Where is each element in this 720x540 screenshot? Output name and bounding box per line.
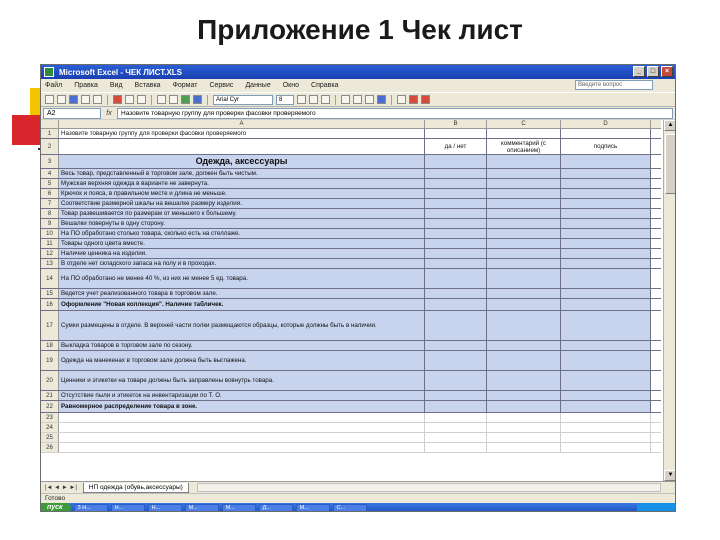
menu-edit[interactable]: Правка [74,82,98,89]
cell-a[interactable]: Мужская верхняя одежда в варианте не завернута. [59,179,425,188]
cell-c[interactable] [487,391,561,400]
row-header[interactable]: 3 [41,155,59,168]
scroll-up-arrow-icon[interactable]: ▲ [664,120,676,131]
menu-bar [41,79,675,92]
table-row [41,129,661,139]
table-row [41,401,661,413]
status-bar: Готово [41,493,676,503]
cell-c[interactable] [487,413,561,422]
row-header[interactable]: 23 [41,413,59,422]
open-folder-icon[interactable] [57,95,66,104]
cell-d[interactable] [561,209,651,218]
cell-c[interactable] [487,401,561,412]
row-header[interactable]: 6 [41,189,59,198]
cell-b[interactable] [425,259,487,268]
cell-d[interactable] [561,219,651,228]
menu-insert[interactable]: Вставка [134,82,161,89]
cell-b[interactable] [425,239,487,248]
table-row [41,199,661,209]
row-header[interactable]: 15 [41,289,59,298]
cell-a[interactable]: Ведется учет реализованного товара в торговом зале. [59,289,425,298]
cell-a[interactable]: Ценники и этикетки на товаре должны быть заправлены вовнутрь товара. [59,371,425,390]
cell-b[interactable] [425,179,487,188]
help-search-input[interactable]: Введите вопрос [575,80,653,90]
windows-taskbar [41,503,676,512]
cell-c[interactable] [487,155,561,168]
column-headers [41,120,661,129]
cell-b[interactable] [425,391,487,400]
table-row [41,423,661,433]
cell-d[interactable] [561,443,651,452]
cell-c[interactable] [487,219,561,228]
undo-icon[interactable] [157,95,166,104]
column-header-b[interactable]: B [425,120,487,128]
cell-c[interactable] [487,209,561,218]
save-icon[interactable] [69,95,78,104]
cell-d[interactable] [561,249,651,258]
menu-data[interactable]: Данные [245,82,271,89]
cell-a[interactable]: Выкладка товаров в торговом зале по сезону. [59,341,425,350]
cell-c[interactable] [487,179,561,188]
menu-format[interactable]: Формат [172,82,198,89]
row-header[interactable]: 18 [41,341,59,350]
cell-a[interactable]: Вешалки повернуты в одну сторону. [59,219,425,228]
cell-c[interactable] [487,289,561,298]
function-icon[interactable]: fx [106,109,112,117]
excel-app-icon [44,67,54,77]
cell-d[interactable] [561,401,651,412]
cell-b[interactable] [425,341,487,350]
align-right-icon[interactable] [365,95,374,104]
cell-a[interactable]: Крючок и пояса, в правильном месте и длина не меньше. [59,189,425,198]
cell-d[interactable] [561,189,651,198]
taskbar-app[interactable]: М... [222,504,256,512]
cell-b[interactable] [425,169,487,178]
table-row [41,229,661,239]
cell-d[interactable] [561,239,651,248]
cell-d[interactable] [561,289,651,298]
cell-a[interactable]: Одежда на манекенах в торговом зале должна быть выглажена. [59,351,425,370]
sheet-tab-bar [41,481,676,493]
cell-c[interactable] [487,351,561,370]
cell-a[interactable]: Равномерное распределение товара в зоне. [59,401,425,412]
row-header[interactable]: 2 [41,139,59,154]
new-file-icon[interactable] [45,95,54,104]
cell-c[interactable] [487,341,561,350]
cell-a[interactable]: Наличие ценника на изделии. [59,249,425,258]
cell-d[interactable] [561,155,651,168]
cell-c[interactable] [487,239,561,248]
excel-window [40,64,676,512]
taskbar-app[interactable]: 3 Н... [74,504,108,512]
column-header-c[interactable]: C [487,120,561,128]
table-row [41,311,661,341]
cell-c[interactable] [487,129,561,138]
row-header[interactable]: 13 [41,259,59,268]
cell-b[interactable] [425,155,487,168]
cell-b[interactable] [425,443,487,452]
cell-b[interactable] [425,219,487,228]
scroll-thumb[interactable] [665,134,676,194]
table-row [41,391,661,401]
cell-b[interactable] [425,249,487,258]
worksheet-grid [41,120,676,481]
cell-b[interactable] [425,351,487,370]
cell-b[interactable] [425,371,487,390]
cell-d[interactable] [561,299,651,310]
redo-icon[interactable] [169,95,178,104]
cell-b[interactable] [425,433,487,442]
row-header[interactable]: 10 [41,229,59,238]
table-row [41,249,661,259]
row-header[interactable]: 22 [41,401,59,412]
cell-d[interactable] [561,351,651,370]
cell-a[interactable] [59,433,425,442]
cell-d[interactable]: подпись [561,139,651,154]
cut-icon[interactable] [113,95,122,104]
row-header[interactable]: 1 [41,129,59,138]
table-row [41,169,661,179]
row-header[interactable]: 20 [41,371,59,390]
table-row [41,179,661,189]
cell-b[interactable] [425,299,487,310]
sheet-nav-arrows[interactable]: |◄ ◄ ► ►| [45,484,77,491]
merge-cells-icon[interactable] [377,95,386,104]
print-preview-icon[interactable] [93,95,102,104]
cell-c[interactable] [487,443,561,452]
window-titlebar[interactable] [41,65,675,79]
cell-c[interactable] [487,269,561,288]
minimize-button[interactable]: _ [633,66,645,77]
bold-icon[interactable] [297,95,306,104]
font-size-select[interactable]: 8 [276,95,294,105]
standard-toolbar [41,92,675,106]
formula-bar [41,106,675,119]
table-row [41,413,661,423]
cell-a[interactable]: Товар развешивается по размерам от меньшего к большему. [59,209,425,218]
autosum-icon[interactable] [181,95,190,104]
row-header[interactable]: 24 [41,423,59,432]
table-row [41,351,661,371]
row-header[interactable]: 25 [41,433,59,442]
row-header[interactable]: 11 [41,239,59,248]
table-row [41,189,661,199]
cell-d[interactable] [561,423,651,432]
name-box[interactable]: A2 [43,108,101,119]
italic-icon[interactable] [309,95,318,104]
cell-a[interactable]: На ПО обработано столько товара, сколько есть на стеллаже. [59,229,425,238]
cell-c[interactable] [487,371,561,390]
cell-d[interactable] [561,129,651,138]
table-row [41,371,661,391]
row-header[interactable]: 21 [41,391,59,400]
cell-a[interactable]: Весь товар, представленный в торговом зале, должен быть чистым. [59,169,425,178]
cell-a[interactable]: Отсутствие пыли и этикеток на инвентаризации по Т. О. [59,391,425,400]
font-name-select[interactable]: Arial Cyr [213,95,273,105]
select-all-corner[interactable] [41,120,59,128]
close-button[interactable]: × [661,66,673,77]
cell-d[interactable] [561,179,651,188]
table-row [41,209,661,219]
cell-d[interactable] [561,269,651,288]
slide-title: Приложение 1 Чек лист [197,14,523,45]
cell-d[interactable] [561,391,651,400]
cell-c[interactable] [487,169,561,178]
table-row [41,155,661,169]
menu-view[interactable]: Вид [109,82,123,89]
cell-b[interactable] [425,413,487,422]
row-header[interactable]: 4 [41,169,59,178]
cell-a[interactable]: Оформление "Новая коллекция". Наличие табличек. [59,299,425,310]
copy-icon[interactable] [125,95,134,104]
cell-a[interactable]: Одежда, аксессуары [59,155,425,168]
cell-b[interactable] [425,311,487,340]
cell-c[interactable] [487,423,561,432]
row-header[interactable]: 14 [41,269,59,288]
borders-icon[interactable] [397,95,406,104]
row-header[interactable]: 16 [41,299,59,310]
menu-window[interactable]: Окно [282,82,300,89]
table-row [41,341,661,351]
cell-b[interactable] [425,129,487,138]
cell-a[interactable]: На ПО обработано не менее 40 %, из них не менее 5 ед. товара. [59,269,425,288]
chart-wizard-icon[interactable] [193,95,202,104]
cell-d[interactable] [561,169,651,178]
row-header[interactable]: 8 [41,209,59,218]
cell-a[interactable]: Назовите товарную группу для проверки фасовки проверяемого [59,129,425,138]
cell-c[interactable] [487,433,561,442]
cell-d[interactable] [561,259,651,268]
taskbar-app[interactable]: Н... [148,504,182,512]
row-header[interactable]: 26 [41,443,59,452]
cell-c[interactable] [487,311,561,340]
row-header[interactable]: 5 [41,179,59,188]
cell-a[interactable]: В отделе нет складского запаса на полу и в проходах. [59,259,425,268]
taskbar-app[interactable]: Н... [111,504,145,512]
start-button[interactable]: пуск [41,503,71,512]
cell-d[interactable] [561,433,651,442]
underline-icon[interactable] [321,95,330,104]
cell-a[interactable] [59,443,425,452]
table-row [41,433,661,443]
table-row [41,269,661,289]
cell-a[interactable]: Соответствие размерной шкалы на вешалке размеру изделия. [59,199,425,208]
decor-red-block [12,115,40,145]
system-tray [637,503,676,512]
cell-c[interactable] [487,259,561,268]
row-header[interactable]: 19 [41,351,59,370]
table-row [41,139,661,155]
sheet-tab-active[interactable]: НП одежда (обувь,аксессуары) [83,483,189,493]
taskbar-app[interactable]: М... [296,504,330,512]
vertical-scrollbar[interactable] [663,120,676,481]
window-title: Microsoft Excel - ЧЕК ЛИСТ.XLS [59,67,183,77]
cell-c[interactable] [487,299,561,310]
row-header[interactable]: 17 [41,311,59,340]
align-center-icon[interactable] [353,95,362,104]
cell-b[interactable] [425,401,487,412]
cell-a[interactable] [59,423,425,432]
menu-help[interactable]: Справка [311,82,339,89]
print-icon[interactable] [81,95,90,104]
taskbar-app[interactable]: С... [333,504,367,512]
cell-d[interactable] [561,229,651,238]
table-row [41,443,661,453]
cell-a[interactable]: Сумки размещены в отделе. В верхней части полки размещаются образцы, которые должны быть в наличии. [59,311,425,340]
horizontal-scrollbar[interactable] [197,483,661,492]
font-color-icon[interactable] [421,95,430,104]
cell-b[interactable]: да / нет [425,139,487,154]
row-header[interactable]: 12 [41,249,59,258]
sheet-rows [41,129,661,453]
cell-b[interactable] [425,229,487,238]
column-header-a[interactable]: A [59,120,425,128]
taskbar-app[interactable]: М... [185,504,219,512]
menu-tools[interactable]: Сервис [209,82,234,89]
fill-color-icon[interactable] [409,95,418,104]
column-header-d[interactable]: D [561,120,651,128]
cell-c[interactable] [487,189,561,198]
cell-c[interactable] [487,249,561,258]
cell-c[interactable] [487,229,561,238]
table-row [41,299,661,311]
table-row [41,239,661,249]
cell-a[interactable] [59,413,425,422]
cell-a[interactable]: Товары одного цвета вместе. [59,239,425,248]
paste-icon[interactable] [137,95,146,104]
taskbar-app[interactable]: Д... [259,504,293,512]
cell-b[interactable] [425,209,487,218]
cell-b[interactable] [425,289,487,298]
cell-b[interactable] [425,269,487,288]
cell-b[interactable] [425,199,487,208]
table-row [41,219,661,229]
cell-d[interactable] [561,199,651,208]
cell-b[interactable] [425,423,487,432]
row-header[interactable]: 9 [41,219,59,228]
menu-file[interactable]: Файл [45,82,63,89]
table-row [41,259,661,269]
maximize-button[interactable]: □ [647,66,659,77]
cell-d[interactable] [561,311,651,340]
align-left-icon[interactable] [341,95,350,104]
cell-c[interactable] [487,199,561,208]
formula-input[interactable]: Назовите товарную группу для проверки фасовки проверяемого [117,108,673,119]
cell-c[interactable]: комментарий (с описанием) [487,139,561,154]
table-row [41,289,661,299]
cell-d[interactable] [561,413,651,422]
scroll-down-arrow-icon[interactable]: ▼ [664,470,676,481]
row-header[interactable]: 7 [41,199,59,208]
cell-d[interactable] [561,371,651,390]
cell-b[interactable] [425,189,487,198]
cell-d[interactable] [561,341,651,350]
cell-a[interactable] [59,139,425,154]
